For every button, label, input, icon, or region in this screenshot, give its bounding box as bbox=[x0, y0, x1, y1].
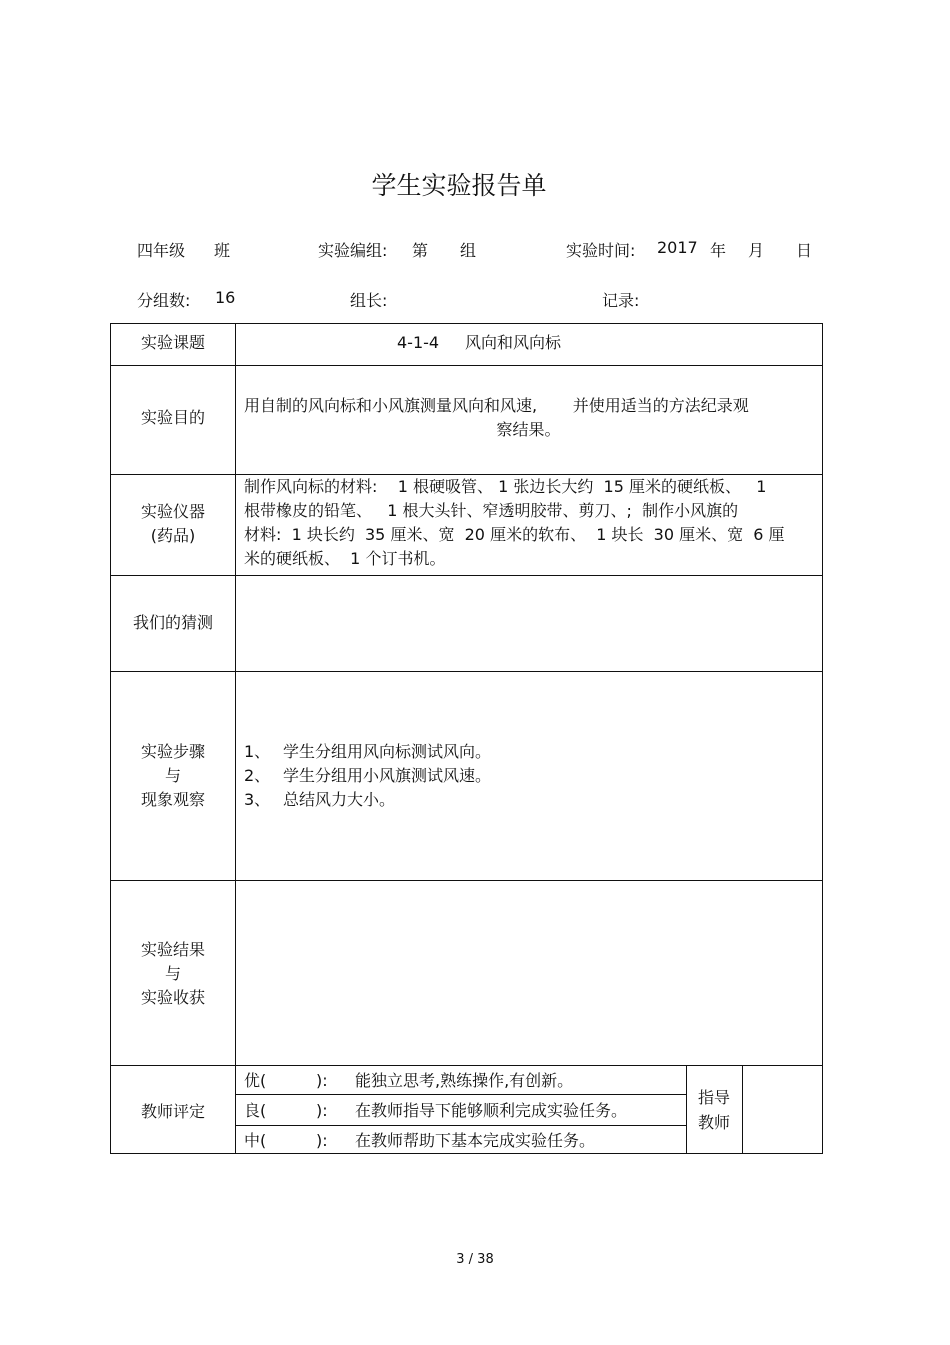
time-label: 实验时间: bbox=[566, 241, 636, 260]
row-divider bbox=[111, 880, 822, 881]
grade-divider bbox=[235, 1094, 686, 1095]
result-label: 实验结果 bbox=[140, 940, 205, 959]
month-unit: 月 bbox=[748, 241, 765, 260]
result-label-gains: 实验收获 bbox=[140, 988, 205, 1007]
purpose-line-1: 用自制的风向标和小风旗测量风向和风速, 并使用适当的方法纪录观 bbox=[244, 396, 749, 415]
grade-good: 良( bbox=[244, 1101, 267, 1120]
grade-description: 能独立思考,熟练操作,有创新。 bbox=[355, 1071, 574, 1090]
row-divider bbox=[111, 575, 822, 576]
year-unit: 年 bbox=[710, 241, 727, 260]
purpose-label: 实验目的 bbox=[140, 408, 205, 427]
grade-bracket-close: ): bbox=[316, 1101, 328, 1120]
class-label: 班 bbox=[214, 241, 231, 260]
instruments-line-4: 米的硬纸板、 1 个订书机。 bbox=[244, 549, 446, 568]
page-title: 学生实验报告单 bbox=[371, 171, 547, 200]
step-text: 学生分组用小风旗测试风速。 bbox=[283, 766, 492, 785]
result-label-and: 与 bbox=[164, 964, 181, 983]
group-prefix: 第 bbox=[412, 241, 429, 260]
group-number-label: 实验编组: bbox=[318, 241, 388, 260]
row-divider bbox=[111, 1065, 822, 1066]
day-unit: 日 bbox=[796, 241, 813, 260]
group-count-label: 分组数: bbox=[137, 291, 191, 310]
grade-bracket-close: ): bbox=[316, 1071, 328, 1090]
grade-excellent: 优( bbox=[244, 1071, 267, 1090]
instruments-label: 实验仪器 bbox=[140, 502, 205, 521]
step-text: 总结风力大小。 bbox=[283, 790, 396, 809]
year-value: 2017 bbox=[657, 238, 698, 257]
instruments-line-1: 制作风向标的材料: 1 根硬吸管、 1 张边长大约 15 厘米的硬纸板、 1 bbox=[244, 477, 767, 496]
grade-average: 中( bbox=[244, 1131, 267, 1150]
row-divider bbox=[111, 365, 822, 366]
purpose-line-2: 察结果。 bbox=[496, 420, 561, 439]
teacher-label-2: 教师 bbox=[697, 1113, 730, 1132]
leader-label: 组长: bbox=[350, 291, 388, 310]
step-number: 1、 bbox=[244, 742, 271, 761]
column-divider bbox=[742, 1065, 743, 1153]
steps-label-observation: 现象观察 bbox=[140, 790, 205, 809]
report-table bbox=[110, 323, 823, 1154]
guess-label: 我们的猜测 bbox=[132, 613, 213, 632]
grade-description: 在教师帮助下基本完成实验任务。 bbox=[355, 1131, 596, 1150]
topic-name: 风向和风向标 bbox=[465, 333, 562, 352]
topic-label: 实验课题 bbox=[140, 333, 205, 352]
instruments-sublabel: (药品) bbox=[150, 526, 196, 545]
row-divider bbox=[111, 671, 822, 672]
grade-description: 在教师指导下能够顺利完成实验任务。 bbox=[355, 1101, 628, 1120]
evaluation-label: 教师评定 bbox=[140, 1102, 205, 1121]
step-number: 3、 bbox=[244, 790, 271, 809]
grade-bracket-close: ): bbox=[316, 1131, 328, 1150]
group-count-value: 16 bbox=[215, 288, 236, 307]
grade-label: 四年级 bbox=[137, 241, 186, 260]
step-text: 学生分组用风向标测试风向。 bbox=[283, 742, 492, 761]
grade-divider bbox=[235, 1125, 686, 1126]
instruments-line-3: 材料: 1 块长约 35 厘米、宽 20 厘米的软布、 1 块长 30 厘米、宽 6 厘 bbox=[244, 525, 785, 544]
group-suffix: 组 bbox=[460, 241, 477, 260]
steps-label-and: 与 bbox=[164, 766, 181, 785]
column-divider bbox=[235, 324, 236, 1153]
recorder-label: 记录: bbox=[602, 291, 640, 310]
instruments-line-2: 根带橡皮的铅笔、 1 根大头针、窄透明胶带、剪刀、; 制作小风旗的 bbox=[244, 501, 739, 520]
steps-label: 实验步骤 bbox=[140, 742, 205, 761]
teacher-label: 指导 bbox=[697, 1088, 730, 1107]
topic-code: 4-1-4 bbox=[397, 333, 440, 352]
step-number: 2、 bbox=[244, 766, 271, 785]
page-number: 3 / 38 bbox=[456, 1252, 494, 1267]
